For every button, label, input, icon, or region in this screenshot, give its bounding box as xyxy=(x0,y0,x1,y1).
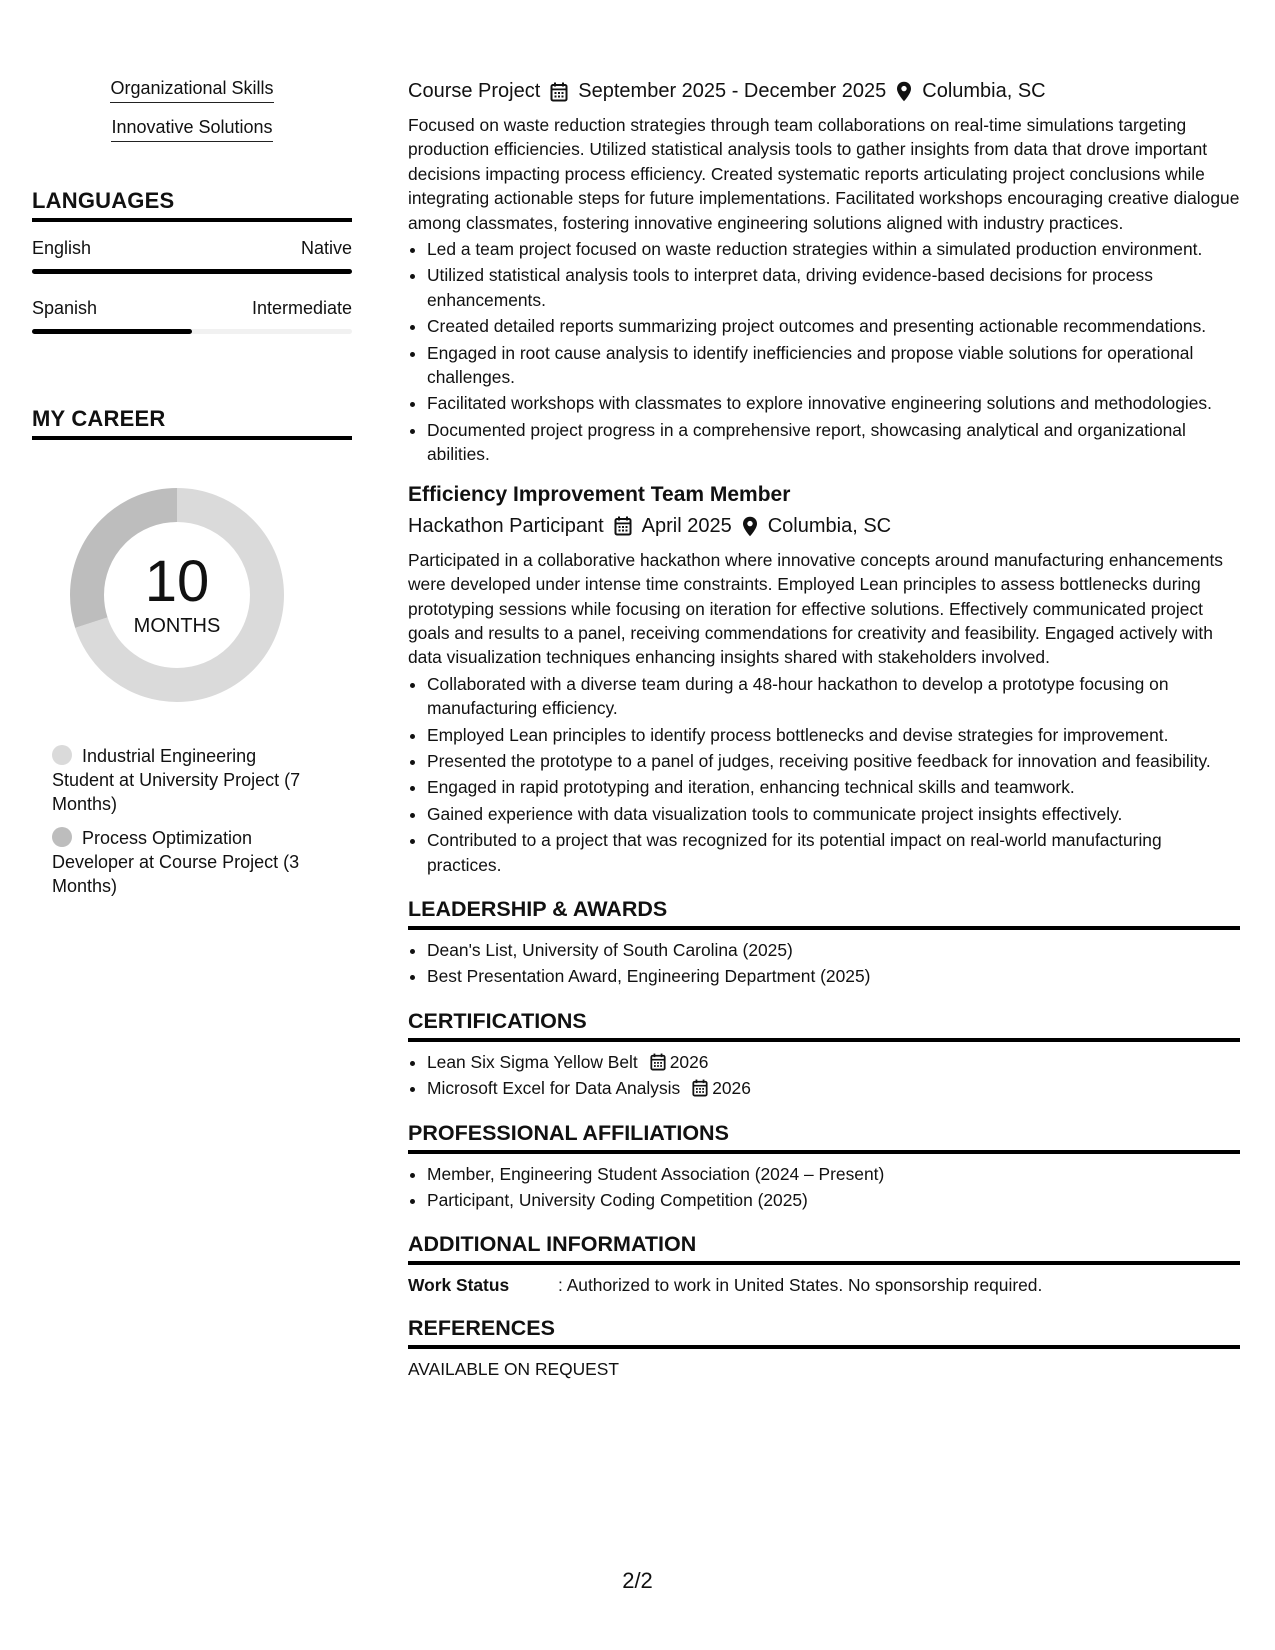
career-donut-chart xyxy=(62,480,292,710)
calendar-icon xyxy=(692,1079,708,1097)
section-heading: ADDITIONAL INFORMATION xyxy=(408,1232,1240,1265)
job-bullets xyxy=(408,672,1240,877)
job-meta xyxy=(408,80,1240,103)
certifications-section xyxy=(408,1009,1240,1101)
job-dates: September 2025 - December 2025 xyxy=(578,80,887,102)
languages-heading: LANGUAGES xyxy=(32,188,352,222)
bullet-item: • Created detailed reports summarizing project outcomes and presenting actionable recommendations. xyxy=(427,314,1240,338)
certification-year: 2026 xyxy=(669,1051,709,1072)
job-title: Efficiency Improvement Team Member xyxy=(408,482,791,506)
job-description: Participated in a collaborative hackathon where innovative concepts around manufacturing enhancements were developed under intense time constraints. Employed Lean principles to assess bottlenecks during prototyping sessions while focusing on iteration for effective solutions. Effectively communicated project goals and results to a panel, receiving commendations for creativity and feasibility. Engaged actively with data visualization techniques enhancing insights shared with stakeholders involved. xyxy=(408,549,1223,668)
additional-info-section xyxy=(408,1232,1240,1296)
language-bar-fill xyxy=(32,329,192,334)
career-unit: MONTHS xyxy=(133,614,221,637)
job-location: Columbia, SC xyxy=(922,80,1046,102)
bullet-item: • Presented the prototype to a panel of judges, receiving positive feedback for innovation and feasibility. xyxy=(427,749,1240,773)
legend-dot xyxy=(52,827,72,847)
references-text: AVAILABLE ON REQUEST xyxy=(408,1359,620,1380)
affiliation-item: • Participant, University Coding Competition (2025) xyxy=(427,1188,1240,1212)
section-heading: LEADERSHIP & AWARDS xyxy=(408,897,1240,930)
info-label: Work Status xyxy=(408,1275,510,1296)
language-bar xyxy=(32,269,352,274)
language-bar-fill xyxy=(32,269,352,274)
certification-name: • Microsoft Excel for Data Analysis xyxy=(427,1078,681,1099)
award-item: • Dean's List, University of South Carolina (2025) xyxy=(427,938,1240,962)
language-item xyxy=(32,238,352,274)
section-heading: CERTIFICATIONS xyxy=(408,1009,1240,1042)
legend-label: Industrial Engineering Student at University Project (7 Months) xyxy=(52,746,301,814)
career-heading: MY CAREER xyxy=(32,406,352,440)
legend-dot xyxy=(52,745,72,765)
calendar-icon xyxy=(650,1053,666,1071)
certification-item xyxy=(427,1076,1240,1100)
job-meta xyxy=(408,515,1240,538)
company-name: Course Project xyxy=(408,80,541,102)
legend-label: Process Optimization Developer at Course Project (3 Months) xyxy=(52,828,300,896)
bullet-item: • Utilized statistical analysis tools to interpret data, driving evidence-based decisions for process enhancements. xyxy=(427,263,1240,312)
leadership-section xyxy=(408,897,1240,989)
job-description: Focused on waste reduction strategies through team collaborations on real-time simulations targeting production efficiencies. Utilized statistical analysis tools to gather insights from data that drove important decisions impacting process efficiency. Created systematic reports articulating project conclusions while integrating actionable steps for future implementations. Facilitated workshops encouraging creative dialogue among classmates, fostering innovative engineering solutions aligned with industry practices. xyxy=(408,115,1240,233)
company-name: Hackathon Participant xyxy=(408,514,604,537)
languages-list xyxy=(32,238,352,334)
map-pin-icon xyxy=(742,516,758,537)
language-name: English xyxy=(32,238,92,258)
skill-item: Organizational Skills xyxy=(110,78,273,103)
certification-name: • Lean Six Sigma Yellow Belt xyxy=(427,1051,638,1072)
language-item xyxy=(32,298,352,334)
affiliation-item: • Member, Engineering Student Association (2024 – Present) xyxy=(427,1162,1240,1186)
section-heading: REFERENCES xyxy=(408,1316,1240,1349)
info-value: : Authorized to work in United States. No sponsorship required. xyxy=(558,1275,1043,1296)
calendar-icon xyxy=(614,516,632,536)
legend-item xyxy=(52,826,322,898)
bullet-item: • Engaged in rapid prototyping and iteration, enhancing technical skills and teamwork. xyxy=(427,775,1240,799)
bullet-item: • Documented project progress in a comprehensive report, showcasing analytical and organizational abilities. xyxy=(427,418,1240,467)
language-level: Native xyxy=(300,238,352,258)
section-heading: PROFESSIONAL AFFILIATIONS xyxy=(408,1121,1240,1154)
page-number: 2/2 xyxy=(622,1568,653,1593)
job-bullets xyxy=(408,237,1240,467)
language-name: Spanish xyxy=(32,298,98,318)
map-pin-icon xyxy=(896,81,912,102)
right-column xyxy=(408,80,1240,1380)
career-legend xyxy=(52,744,322,898)
legend-item xyxy=(52,744,322,816)
language-level: Intermediate xyxy=(251,298,352,318)
bullet-item: • Collaborated with a diverse team during a 48-hour hackathon to develop a prototype focusing on manufacturing efficiency. xyxy=(427,672,1240,721)
bullet-item: • Engaged in root cause analysis to identify inefficiencies and propose viable solutions for operational challenges. xyxy=(427,341,1240,390)
skill-item: Innovative Solutions xyxy=(111,117,272,142)
bullet-item: • Led a team project focused on waste reduction strategies within a simulated production environment. xyxy=(427,237,1240,261)
calendar-icon xyxy=(550,82,568,102)
affiliations-section xyxy=(408,1121,1240,1213)
bullet-item: • Gained experience with data visualization tools to communicate project insights effectively. xyxy=(427,802,1240,826)
job-location: Columbia, SC xyxy=(767,514,892,537)
references-section xyxy=(408,1316,1240,1380)
bullet-item: • Contributed to a project that was recognized for its potential impact on real-world manufacturing practices. xyxy=(427,828,1240,877)
bullet-item: • Facilitated workshops with classmates to explore innovative engineering solutions and methodologies. xyxy=(427,391,1240,415)
skills-list xyxy=(32,78,352,142)
left-column xyxy=(32,78,352,908)
certification-item xyxy=(427,1050,1240,1074)
certification-year: 2026 xyxy=(712,1078,751,1099)
bullet-item: • Employed Lean principles to identify process bottlenecks and devise strategies for improvement. xyxy=(427,723,1240,747)
career-total: 10 xyxy=(144,548,210,614)
award-item: • Best Presentation Award, Engineering Department (2025) xyxy=(427,964,1240,988)
language-bar xyxy=(32,329,352,334)
job-dates: April 2025 xyxy=(641,514,732,537)
